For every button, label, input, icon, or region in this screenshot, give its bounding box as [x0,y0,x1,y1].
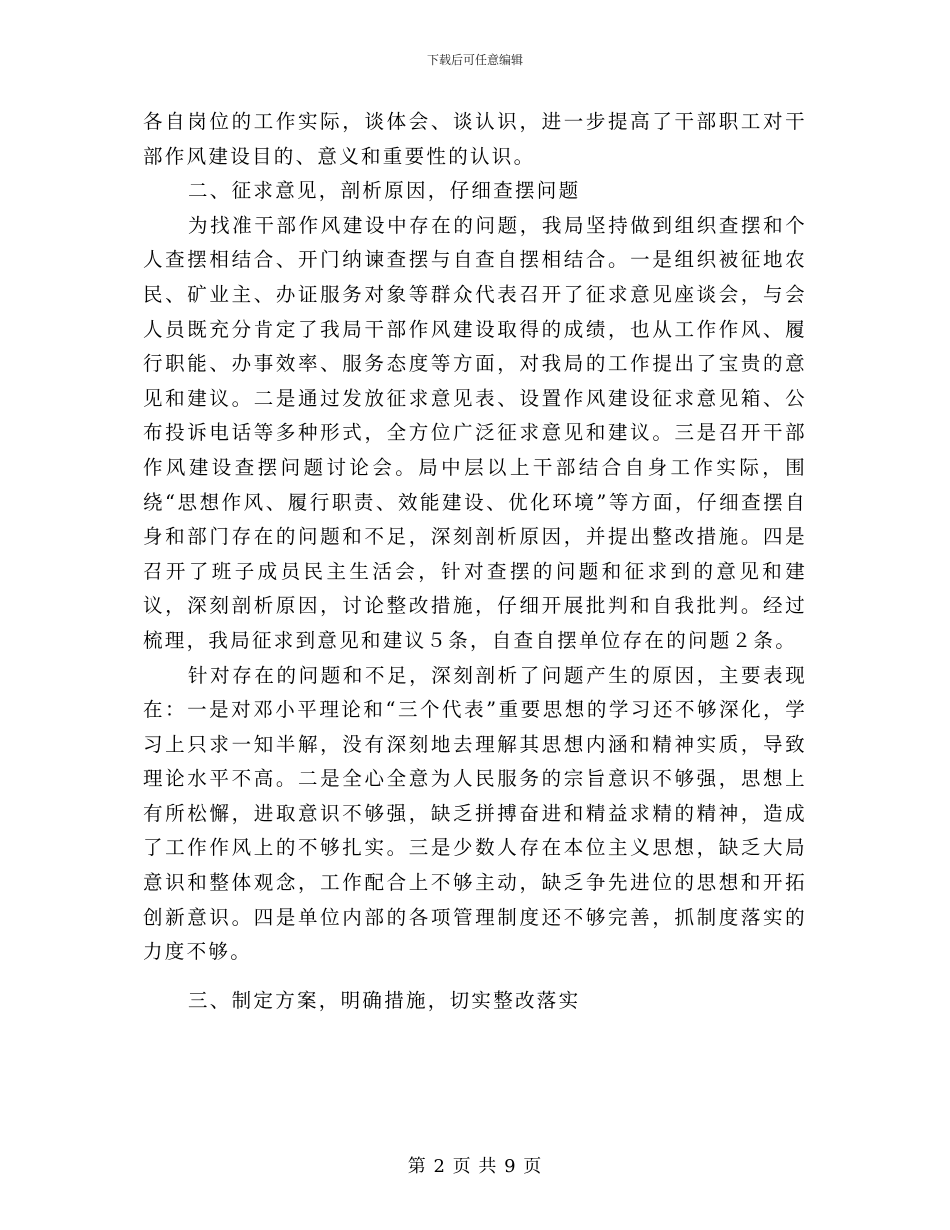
paragraph-continued: 各自岗位的工作实际，谈体会、谈认识，进一步提高了干部职工对干部作风建设目的、意义和重要性的认识。 [143,110,807,168]
page-header: 下载后可任意编辑 [426,53,523,67]
document-body [143,105,807,1018]
section-heading-3: 三、制定方案，明确措施，切实整改落实 [188,988,581,1012]
page-number [0,1156,950,1178]
section-heading-2: 二、征求意见，剖析原因，仔细查摆问题 [188,179,581,203]
paragraph-cause-analysis: 针对存在的问题和不足，深刻剖析了问题产生的原因，主要表现在：一是对邓小平理论和“三个代表”重要思想的学习还不够深化，学习上只求一知半解，没有深刻地去理解其思想内涵和精神实质，导致理论水平不高。二是全心全意为人民服务的宗旨意识不够强，思想上有所松懈，进取意识不够强，缺乏拼搏奋进和精益求精的精神，造成了工作作风上的不够扎实。三是少数人存在本位主义思想，缺乏大局意识和整体观念，工作配合上不够主动，缺乏争先进位的思想和开拓创新意识。四是单位内部的各项管理制度还不够完善，抓制度落实的力度不够。 [143,663,807,964]
page-number-text: 第 2 页 共 9 页 [407,1156,543,1177]
paragraph-problem-finding: 为找准干部作风建设中存在的问题，我局坚持做到组织查摆和个人查摆相结合、开门纳谏查摆与自查自摆相结合。一是组织被征地农民、矿业主、办证服务对象等群众代表召开了征求意见座谈会，与会人员既充分肯定了我局干部作风建设取得的成绩，也从工作作风、履行职能、办事效率、服务态度等方面，对我局的工作提出了宝贵的意见和建议。二是通过发放征求意见表、设置作风建设征求意见箱、公布投诉电话等多种形式，全方位广泛征求意见和建议。三是召开干部作风建设查摆问题讨论会。局中层以上干部结合自身工作实际，围绕“思想作风、履行职责、效能建设、优化环境”等方面，仔细查摆自身和部门存在的问题和不足，深刻剖析原因，并提出整改措施。四是召开了班子成员民主生活会，针对查摆的问题和征求到的意见和建议，深刻剖析原因，讨论整改措施，仔细开展批判和自我批判。经过梳理，我局征求到意见和建议５条，自查自摆单位存在的问题２条。 [143,213,807,652]
